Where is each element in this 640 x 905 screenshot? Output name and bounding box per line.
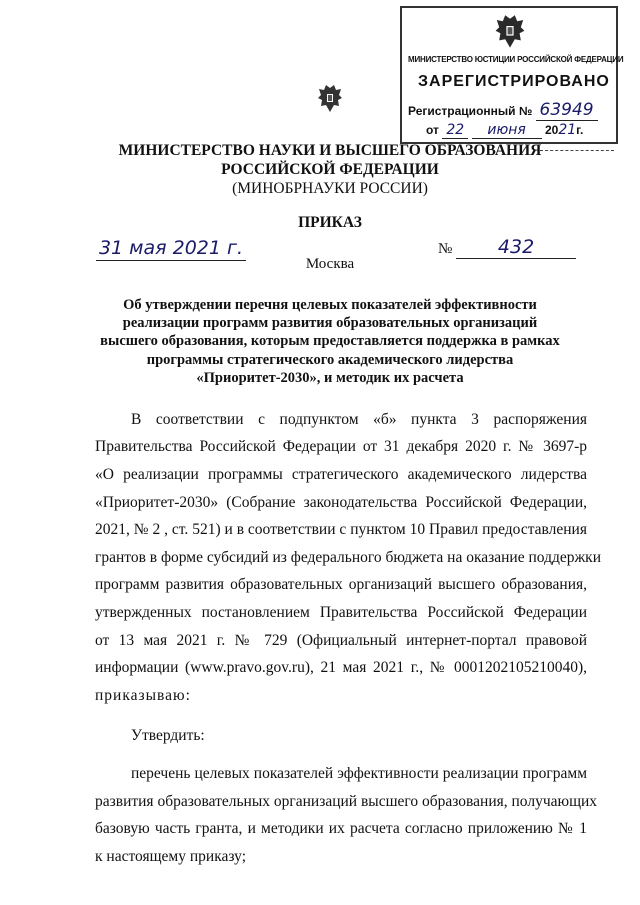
item1-line: базовую часть гранта, и методики их расчета согласно приложению № 1 — [95, 820, 587, 837]
item1-line: развития образовательных организаций высшего образования, получающих — [95, 793, 598, 810]
coat-of-arms-emblem — [316, 84, 344, 114]
stamp-registered: ЗАРЕГИСТРИРОВАНО — [418, 73, 610, 90]
stamp-date-suffix: г. — [576, 123, 584, 137]
body-line: Правительства Российской Федерации от 31 декабря 2020 г. № 3697-р — [95, 438, 587, 455]
stamp-coat-of-arms-emblem — [493, 14, 527, 50]
ministry-short-name: (МИНОБРНАУКИ РОССИИ) — [232, 180, 428, 197]
registration-stamp — [400, 6, 624, 144]
order-number-label: № — [438, 241, 453, 257]
stamp-date-day: 22 — [442, 122, 468, 139]
body-line: 2021, № 2 , ст. 521) и в соответствии с пунктом 10 Правил предоставления — [95, 521, 587, 538]
stamp-date-month: июня — [472, 122, 542, 139]
item1-line: перечень целевых показателей эффективности реализации программ — [131, 765, 587, 782]
approve-label: Утвердить: — [131, 727, 205, 744]
title-line: высшего образования, которым предоставляется поддержка в рамках — [100, 333, 560, 350]
stamp-reg-label: Регистрационный № — [408, 104, 533, 118]
document-type: ПРИКАЗ — [298, 214, 362, 231]
title-line: Об утверждении перечня целевых показателей эффективности — [123, 297, 537, 313]
order-city: Москва — [305, 256, 355, 272]
body-line: «Приоритет-2030» (Собрание законодательства Российской Федерации, — [95, 494, 587, 511]
ministry-name-line1: МИНИСТЕРСТВО НАУКИ И ВЫСШЕГО ОБРАЗОВАНИЯ — [118, 142, 542, 159]
title-line: реализации программ развития образовательных организаций — [122, 315, 538, 332]
order-number: 432 — [456, 236, 576, 259]
stamp-ministry: МИНИСТЕРСТВО ЮСТИЦИИ РОССИЙСКОЙ ФЕДЕРАЦИИ — [408, 55, 624, 64]
stamp-date-year-suffix: 21 — [558, 122, 577, 138]
body-line: утвержденных постановлением Правительства Российской Федерации — [95, 604, 587, 621]
body-line: информации (www.pravo.gov.ru), 21 мая 2021 г., № 0001202105210040), — [95, 659, 587, 676]
order-title — [70, 296, 590, 387]
stamp-reg-number-line — [408, 100, 598, 121]
item1-line: к настоящему приказу; — [95, 848, 247, 865]
ministry-name-line2: РОССИЙСКОЙ ФЕДЕРАЦИИ — [221, 161, 439, 178]
stamp-date-line — [426, 122, 583, 139]
body-line: программ развития образовательных организаций высшего образования, — [95, 576, 587, 593]
stamp-date-year-prefix: 20 — [544, 123, 559, 137]
body-line: грантов в форме субсидий из федерального бюджета на оказание поддержки — [95, 549, 602, 566]
order-date-handwritten: 31 мая 2021 г. — [96, 236, 246, 261]
title-line: «Приоритет-2030», и методик их расчета — [196, 369, 464, 386]
stamp-reg-number: 63949 — [536, 100, 598, 121]
body-line: «О реализации программы стратегического академического лидерства — [95, 466, 587, 483]
stamp-date-prefix: от — [426, 123, 439, 137]
body-line: приказываю: — [95, 687, 191, 704]
body-line: от 13 мая 2021 г. № 729 (Официальный интернет-портал правовой — [95, 632, 587, 649]
body-line: В соответствии с подпунктом «б» пункта 3 распоряжения — [131, 411, 587, 428]
title-line: программы стратегического академического лидерства — [146, 351, 514, 368]
